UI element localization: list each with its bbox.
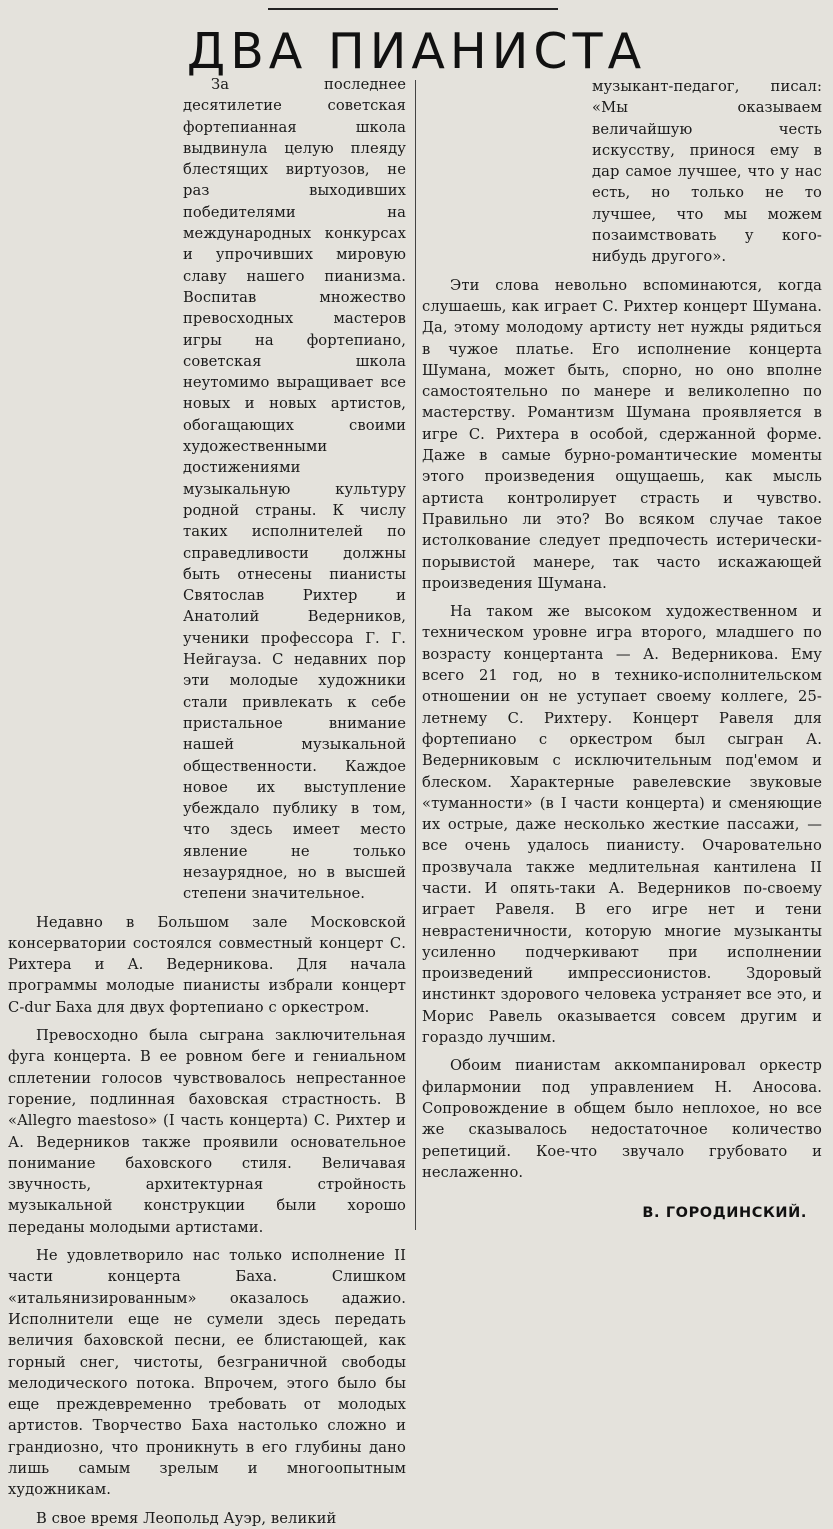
column-divider (415, 80, 416, 1230)
article-paragraph: Не удовлетворило нас только исполнение II части концерта Баха. Слишком «итальянизированным» оказалось адажио. Исполнители еще не сумели здесь передать величия баховской песни, ее блистающей, как горный снег, чистоты, безграничной свободы мелодического потока. Впрочем, этого было бы еще преждевременно требовать от молодых артистов. Творчество Баха настолько сложно и грандиозно, что проникнуть в его глубины дано лишь самым зрелым и многоопытным художникам. (8, 1247, 406, 1499)
article-column-right (422, 76, 822, 1183)
article-paragraph: Обоим пианистам аккомпанировал оркестр филармонии под управлением Н. Аносова. Сопровождение в общем было неплохое, но все же сказывалось недостаточное количество репетиций. Кое-что звучало грубовато и неслаженно. (422, 1057, 822, 1181)
article-paragraph: В свое время Леопольд Ауэр, великий (36, 1509, 337, 1527)
top-rule (268, 8, 558, 10)
article-paragraph: Недавно в Большом зале Московской консерватории состоялся совместный концерт С. Рихтера и А. Ведерникова. Для начала программы молодые пианисты избрали концерт C-dur Баха для двух фортепиано с оркестром. (8, 913, 406, 1016)
article-paragraph: На таком же высоком художественном и техническом уровне игра второго, младшего по возрасту концертанта — А. Ведерникова. Ему всего 21 год, но в технико-исполнительском отношении он не уступает своему коллеге, 25-летнему С. Рихтеру. Концерт Равеля для фортепиано с оркестром был сыгран А. Ведерниковым с исключительным под'емом и блеском. Характерные равелевские звуковые «туманности» (в I части концерта) и сменяющие их острые, даже несколько жесткие пассажи, — все очень удалось пианисту. Очаровательно прозвучала также медлительная кантилена II части. И опять-таки А. Ведерников по-своему играет Равеля. В его игре нет и тени неврастеничности, которую многие музыканты усиленно подчеркивают при исполнении произведений импрессионистов. Здоровый инстинкт здорового человека устраняет все это, и Морис Равель оказывается совсем другим и гораздо лучшим. (422, 603, 822, 1047)
article-paragraph: Эти слова невольно вспоминаются, когда слушаешь, как играет С. Рихтер концерт Шумана. Да, этому молодому артисту нет нужды рядиться в чужое платье. Его исполнение концерта Шумана, может быть, спорно, но оно вполне самостоятельно по манере и великолепно по мастерству. Романтизм Шумана проявляется в игре С. Рихтера в особой, сдержанной форме. Даже в самые бурно-романтические моменты этого произведения ощущаешь, как мысль артиста контролирует страсть и чувство. Правильно ли это? Во всяком случае такое истолкование следует предпочесть истерически-порывистой манере, так часто искажающей произведения Шумана. (422, 276, 822, 592)
author-signature: В. ГОРОДИНСКИЙ. (642, 1205, 807, 1221)
article-headline: ДВА ПИАНИСТА (186, 23, 647, 80)
article-paragraph: музыкант-педагог, писал: «Мы оказываем величайшую честь искусству, принося ему в дар самое лучшее, что у нас есть, но только не то лучшее, что мы можем позаимствовать у кого-нибудь другого». (592, 78, 822, 266)
article-column-left (8, 74, 406, 1529)
article-paragraph: За последнее десятилетие советская фортепианная школа выдвинула целую плеяду блестящих виртуозов, не раз выходивших победителями на международных конкурсах и упрочивших мировую славу нашего пианизма. Воспитав множество превосходных мастеров игры на фортепиано, советская школа неутомимо выращивает все новых и новых артистов, обогащающих своими художественными достижениями музыкальную культуру родной страны. К числу таких исполнителей по справедливости должны быть отнесены пианисты Святослав Рихтер и Анатолий Ведерников, ученики профессора Г. Г. Нейгауза. С недавних пор эти молодые художники стали привлекать к себе пристальное внимание нашей музыкальной общественности. Каждое новое их выступление убеждало публику в том, что здесь имеет место явление не только незаурядное, но в высшей степени значительное. (183, 76, 406, 903)
article-paragraph: Превосходно была сыграна заключительная фуга концерта. В ее ровном беге и гениальном сплетении голосов чувствовалось непрестанное горение, подлинная баховская страстность. В «Allegro maestoso» (I часть концерта) С. Рихтер и А. Ведерников также проявили основательное понимание баховского стиля. Величавая звучность, архитектурная стройность музыкальной конструкции были хорошо переданы молодыми артистами. (8, 1027, 406, 1236)
